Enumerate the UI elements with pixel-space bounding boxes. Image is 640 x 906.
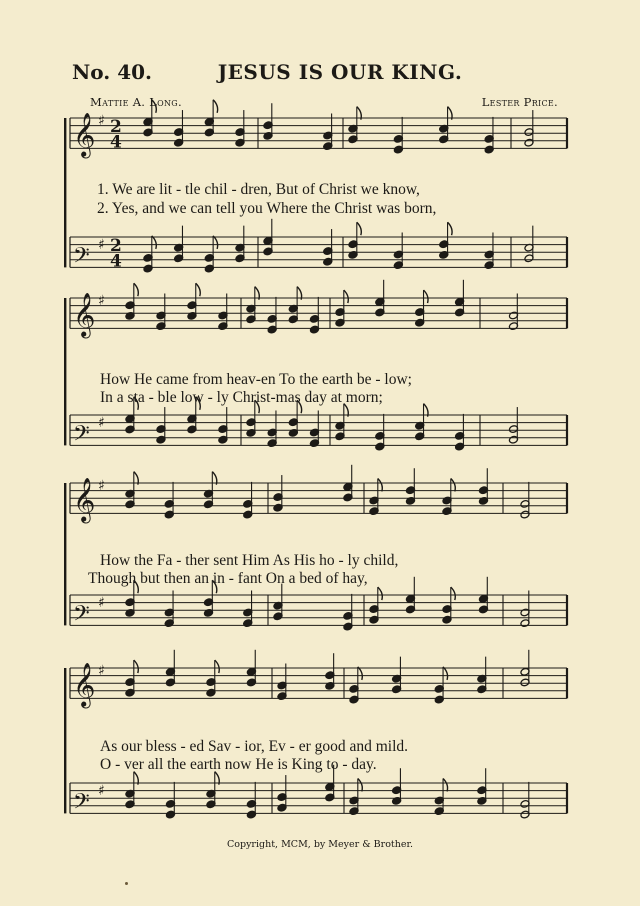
time-signature: 4 bbox=[110, 251, 122, 272]
note-flag bbox=[448, 222, 453, 235]
bass-clef-icon: 𝄢 bbox=[73, 421, 90, 452]
note-flag bbox=[378, 587, 383, 600]
time-signature: 4 bbox=[110, 132, 122, 153]
treble-clef-icon: 𝄞 bbox=[73, 292, 96, 337]
note-flag bbox=[215, 660, 220, 673]
composer-credit: Lester Price. bbox=[481, 95, 558, 109]
copyright-notice: Copyright, MCM, by Meyer & Brother. bbox=[227, 839, 413, 850]
note-flag bbox=[358, 778, 363, 791]
time-signature: 2 bbox=[110, 236, 122, 257]
sharp-icon: ♯ bbox=[98, 292, 105, 309]
treble-clef-icon: 𝄞 bbox=[73, 477, 96, 522]
system-3-verse-1: How the Fa - ther sent Him As His ho - ly child, bbox=[100, 552, 399, 569]
sharp-icon: ♯ bbox=[98, 237, 105, 254]
system-bracket bbox=[64, 668, 66, 813]
page-speck bbox=[125, 882, 128, 885]
system-1-verse-2: 2. Yes, and we can tell you Where the Christ was born, bbox=[97, 200, 437, 217]
sharp-icon: ♯ bbox=[98, 662, 105, 679]
system-3-verse-2: Though but then an in - fant On a bed of hay, bbox=[88, 570, 368, 587]
note-flag bbox=[358, 667, 363, 680]
system-bracket bbox=[64, 483, 66, 625]
treble-clef-icon: 𝄞 bbox=[73, 112, 96, 157]
sharp-icon: ♯ bbox=[98, 783, 105, 800]
note-flag bbox=[134, 660, 139, 673]
system-2-verse-2: In a sta - ble low - ly Christ-mas day at morn; bbox=[100, 389, 383, 406]
time-signature: 2 bbox=[110, 117, 122, 138]
note-flag bbox=[443, 667, 448, 680]
note-flag bbox=[134, 283, 139, 296]
system-bracket bbox=[64, 118, 66, 267]
sharp-icon: ♯ bbox=[98, 595, 105, 612]
note-flag bbox=[344, 290, 349, 303]
bass-clef-icon: 𝄢 bbox=[73, 243, 90, 274]
note-flag bbox=[213, 100, 218, 113]
system-1-verse-1: 1. We are lit - tle chil - dren, But of Christ we know, bbox=[97, 181, 420, 198]
hymn-number: No. 40. bbox=[72, 60, 152, 84]
treble-clef-icon: 𝄞 bbox=[73, 662, 96, 707]
note-flag bbox=[424, 290, 429, 303]
note-flag bbox=[196, 283, 201, 296]
note-flag bbox=[213, 236, 218, 249]
hymn-title-text: JESUS IS OUR KING. bbox=[217, 60, 463, 84]
bass-clef-icon: 𝄢 bbox=[73, 789, 90, 820]
system-4-verse-1: As our bless - ed Sav - ior, Ev - er good and mild. bbox=[100, 738, 409, 755]
note-flag bbox=[451, 587, 456, 600]
note-flag bbox=[152, 236, 157, 249]
system-4-verse-2: O - ver all the earth now He is King to - day. bbox=[100, 756, 377, 773]
note-flag bbox=[443, 778, 448, 791]
system-bracket bbox=[64, 298, 66, 445]
bass-clef-icon: 𝄢 bbox=[73, 601, 90, 632]
note-flag bbox=[378, 478, 383, 491]
sharp-icon: ♯ bbox=[98, 415, 105, 432]
sharp-icon: ♯ bbox=[98, 477, 105, 494]
note-flag bbox=[357, 222, 362, 235]
lyricist-credit: Mattie A. Long. bbox=[90, 95, 182, 109]
system-2-verse-1: How He came from heav-en To the earth be - low; bbox=[100, 371, 412, 388]
note-flag bbox=[451, 478, 456, 491]
note-flag bbox=[152, 100, 157, 113]
sharp-icon: ♯ bbox=[98, 112, 105, 129]
